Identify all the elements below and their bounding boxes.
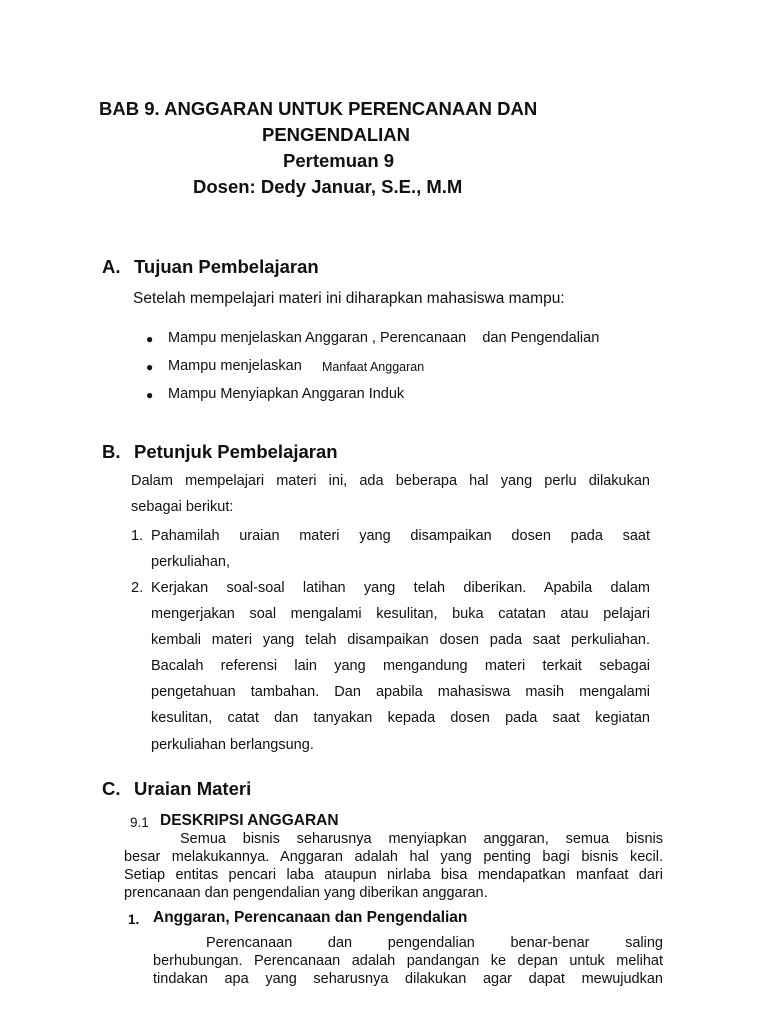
bullet-item: Mampu Menyiapkan Anggaran Induk (168, 386, 405, 402)
list-item-line: perkuliahan, (151, 554, 230, 570)
list-item-line: kesulitan, catat dan tanyakan kepada dosen pada saat kegiatan (151, 710, 650, 726)
section-b-title: Petunjuk Pembelajaran (134, 441, 338, 462)
section-c-letter: C. (102, 778, 121, 799)
section-b-intro-line: sebagai berikut: (131, 499, 234, 515)
list-number: 1. (131, 528, 144, 544)
meeting-number: Pertemuan 9 (283, 150, 395, 171)
list-item-line: perkuliahan berlangsung. (151, 737, 314, 753)
subsection-title: DESKRIPSI ANGGARAN (160, 812, 339, 829)
list-item-line: Bacalah referensi lain yang mengandung materi terkait sebagai (151, 658, 650, 674)
section-b-letter: B. (102, 441, 121, 462)
list-item-line: mengerjakan soal mengalami kesulitan, buka catatan atau pelajari (151, 606, 650, 622)
section-a-letter: A. (102, 256, 121, 277)
list-number: 2. (131, 580, 144, 596)
paragraph-line: prencanaan dan pengendalian yang diberikan anggaran. (124, 885, 488, 901)
bullet-dot: ● (146, 388, 154, 402)
bullet-dot: ● (146, 332, 154, 346)
list-item-line: kembali materi yang telah disampaikan dosen pada saat perkuliahan. (151, 632, 650, 648)
chapter-title-cont: PENGENDALIAN (262, 124, 411, 145)
list-item-line: Kerjakan soal-soal latihan yang telah diberikan. Apabila dalam (151, 580, 650, 596)
section-c-title: Uraian Materi (134, 778, 252, 799)
chapter-title: BAB 9. ANGGARAN UNTUK PERENCANAAN DAN (99, 98, 538, 119)
paragraph-line: Perencanaan dan pengendalian benar-benar saling (206, 935, 663, 951)
section-b-intro-line: Dalam mempelajari materi ini, ada beberapa hal yang perlu dilakukan (131, 473, 650, 489)
bullet-item: Mampu menjelaskan (168, 358, 302, 374)
lecturer-name: Dosen: Dedy Januar, S.E., M.M (193, 176, 463, 197)
subsection-number: 9.1 (130, 815, 149, 830)
subsection-title: Anggaran, Perencanaan dan Pengendalian (153, 909, 468, 926)
paragraph-line: berhubungan. Perencanaan adalah pandangan ke depan untuk melihat (153, 953, 663, 969)
section-a-intro: Setelah mempelajari materi ini diharapkan mahasiswa mampu: (133, 290, 565, 307)
section-a-title: Tujuan Pembelajaran (134, 256, 319, 277)
paragraph-line: tindakan apa yang seharusnya dilakukan agar dapat mewujudkan (153, 971, 663, 987)
paragraph-line: Semua bisnis seharusnya menyiapkan anggaran, semua bisnis (180, 831, 663, 847)
bullet-item: Mampu menjelaskan Anggaran , Perencanaan dan Pengendalian (168, 330, 600, 346)
bullet-item-small: Manfaat Anggaran (322, 360, 425, 374)
paragraph-line: besar melakukannya. Anggaran adalah hal yang penting bagi bisnis kecil. (124, 849, 663, 865)
subsection-number: 1. (128, 912, 140, 927)
list-item-line: Pahamilah uraian materi yang disampaikan dosen pada saat (151, 528, 650, 544)
bullet-dot: ● (146, 360, 154, 374)
list-item-line: pengetahuan tambahan. Dan apabila mahasiswa masih mengalami (151, 684, 650, 700)
paragraph-line: Setiap entitas pencari laba ataupun nirlaba bisa mendapatkan manfaat dari (124, 867, 663, 883)
